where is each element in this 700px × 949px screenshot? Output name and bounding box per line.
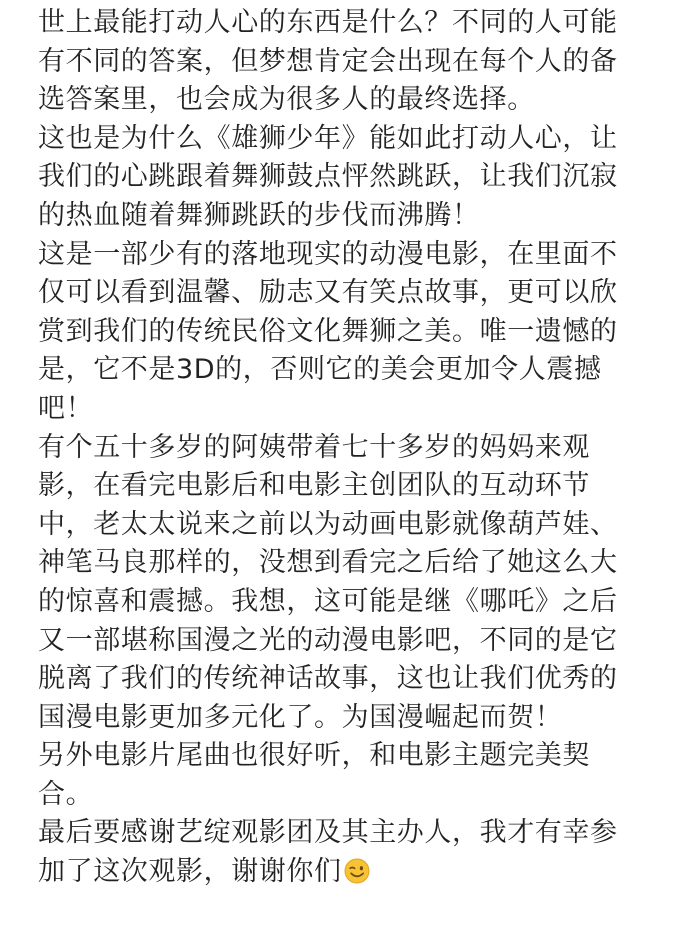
- text-line: 国漫电影更加多元化了。为国漫崛起而贺！: [38, 701, 563, 733]
- text-line: 合。: [38, 778, 94, 810]
- text-line: 另外电影片尾曲也很好听，和电影主题完美契: [38, 740, 590, 772]
- text-line: 我们的心跳跟着舞狮鼓点怦然跳跃，让我们沉寂: [38, 161, 618, 193]
- text-line: 影，在看完电影后和电影主创团队的互动环节: [38, 470, 590, 502]
- text-line: 的惊喜和震撼。我想，这可能是继《哪吒》之后: [38, 585, 618, 617]
- text-line-content: 加了这次观影，谢谢你们: [38, 856, 342, 888]
- text-line: 仅可以看到温馨、励志又有笑点故事，更可以欣: [38, 277, 618, 309]
- text-line: 有不同的答案，但梦想肯定会出现在每个人的备: [38, 45, 618, 77]
- text-line: 最后要感谢艺绽观影团及其主办人，我才有幸参: [38, 817, 618, 849]
- text-line: 中，老太太说来之前以为动画电影就像葫芦娃、: [38, 508, 618, 540]
- text-line: 这也是为什么《雄狮少年》能如此打动人心，让: [38, 122, 618, 154]
- winking-face-icon: [344, 858, 370, 884]
- text-line: 脱离了我们的传统神话故事，这也让我们优秀的: [38, 663, 618, 695]
- post-body: [38, 4, 668, 892]
- text-line: 这是一部少有的落地现实的动漫电影，在里面不: [38, 238, 618, 270]
- text-line: 又一部堪称国漫之光的动漫电影吧，不同的是它: [38, 624, 618, 656]
- last-text-line: [38, 853, 668, 892]
- text-line: 世上最能打动人心的东西是什么？不同的人可能: [38, 7, 618, 38]
- text-line: 有个五十多岁的阿姨带着七十多岁的妈妈来观: [38, 431, 590, 463]
- text-line: 神笔马良那样的，没想到看完之后给了她这么大: [38, 547, 618, 579]
- text-line: 选答案里，也会成为很多人的最终选择。: [38, 84, 535, 116]
- text-line: 的热血随着舞狮跳跃的步伐而沸腾！: [38, 199, 480, 231]
- text-line: 赏到我们的传统民俗文化舞狮之美。唯一遗憾的: [38, 315, 618, 347]
- text-line: 吧！: [38, 392, 94, 424]
- text-line: 是，它不是3D的，否则它的美会更加令人震撼: [38, 354, 602, 386]
